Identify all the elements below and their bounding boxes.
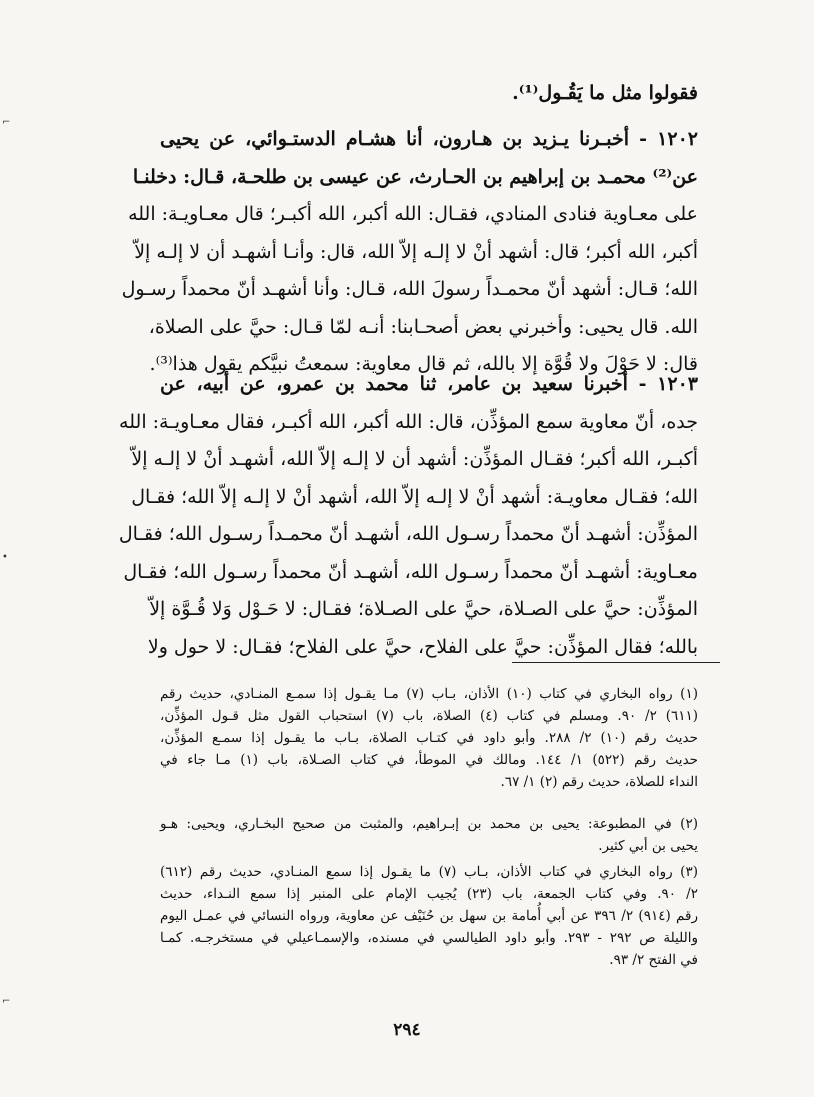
footnote-line: حديث رقم (٥٢٢) ١/ ١٤٤. ومالك في الموطأ، في كتاب الصـلاة، باب (١) مـا جاء في [160, 752, 698, 768]
hadith-1202-line: على معـاوية فنادى المنادي، فقـال: الله أكبر، الله أكبـر؛ قال معـاويـة: الله [128, 203, 698, 225]
hadith-1202-line: عن⁽²⁾ محمـد بن إبراهيم بن الحـارث، عن عيسى بن طلحـة، قـال: دخلنـا [132, 165, 698, 188]
footnote-2 [160, 813, 698, 857]
page-number: ٢٩٤ [393, 1020, 421, 1040]
margin-speck: • [2, 552, 8, 563]
footnote-line: يحيى بن أبي كثير. [598, 838, 698, 854]
hadith-1202-line: الله. قال يحيى: وأخبرني بعض أصحـابنا: أنـه لمّا قـال: حيَّ على الصلاة، [148, 315, 698, 338]
hadith-1202-line: ١٢٠٢ - أخبـرنا يـزيد بن هـارون، أنا هشـام الدستـوائي، عن يحيى [160, 128, 698, 150]
footnote-line: (٣) رواه البخاري في كتاب الأذان، بـاب (٧) ما يقـول إذا سمع المنـادي، حديث رقم (٦١٢) [160, 864, 698, 880]
hadith-1203-line: المؤذِّن: أشهـد أنّ محمداً رسـول الله، أشهـد أنّ محمـداً رسـول الله؛ فقـال [118, 523, 698, 545]
margin-speck: ⌐ [2, 117, 11, 128]
hadith-1202-line: الله؛ قـال: أشهد أنّ محمـداً رسولَ الله، قـال: وأنا أشهـد أنّ محمداً رسـول [121, 278, 698, 300]
margin-speck: ⌐ [2, 996, 11, 1007]
footnote-1 [160, 683, 698, 793]
footnote-line: والليلة ص ٢٩٢ - ٢٩٣. وأبو داود الطيالسي في مسنده، والإسمـاعيلي في مستخرجـه. كمـا [160, 930, 698, 946]
footnote-line: حديث رقم (١٠) ٢/ ٢٨٨. وأبو داود في كتـاب الصلاة، بـاب ما يقـول إذا سمـع المؤذِّن، [160, 730, 698, 746]
footnote-line: في الفتح ٢/ ٩٣. [609, 952, 698, 968]
hadith-1203-line: ١٢٠٣ - أخبرنا سعيد بن عامر، ثنا محمد بن عمرو، عن أبيه، عن [160, 373, 698, 395]
hadith-1203-line: جده، أنّ معاوية سمع المؤذِّن، قال: الله أكبر، الله أكبـر، فقال معـاويـة: الله [119, 410, 698, 433]
footnote-line: رقم (٩١٤) ٢/ ٣٩٦ عن أبي أُمامة بن سهل بن حُنَيْف عن معاوية، ورواه النسائي في عمـل اليوم [160, 908, 699, 924]
footnote-line: (٢) في المطبوعة: يحيى بن محمد بن إبـراهيم، والمثبت من صحيح البخـاري، ويحيى: هـو [160, 816, 698, 832]
footnote-3 [160, 861, 698, 971]
footnote-line: (٦١١) ٢/ ٩٠. ومسلم في كتاب (٤) الصلاة، باب (٧) استحباب القول مثل قـول المؤذِّن، [160, 708, 699, 724]
intro-paragraph [160, 75, 698, 113]
footnote-line: النداء للصلاة، حديث رقم (٢) ١/ ٦٧. [500, 774, 698, 790]
footnote-line: ٢/ ٩٠. وفي كتاب الجمعة، باب (٢٣) يُجيب الإمام على المنبر إذا سمع النـداء، حديث [160, 886, 698, 902]
hadith-1202-line: أكبر، الله أكبر؛ قال: أشهد أنْ لا إلـه إلاّ الله، قال: وأنـا أشهـد أن لا إلـه إلاّ [134, 240, 698, 263]
footnote-line: (١) رواه البخاري في كتاب (١٠) الأذان، بـاب (٧) مـا يقـول إذا سمـع المنـادي، حديث رقم [160, 686, 698, 702]
hadith-1203-line: معـاوية: أشهـد أنّ محمداً رسـول الله، أشهـد أنّ محمداً رسـول الله؛ فقـال [123, 560, 698, 583]
hadith-1202 [121, 121, 698, 384]
footnote-separator [512, 662, 720, 663]
hadith-1203 [118, 366, 698, 666]
hadith-1203-line: الله؛ فقـال معاويـة: أشهد أنْ لا إلـه إلاّ الله، أشهد أنْ لا إلـه إلاّ الله؛ فقـال [131, 485, 698, 508]
hadith-1203-line: المؤذِّن: حيَّ على الصـلاة، حيَّ على الصـلاة؛ فقـال: لا حَـوْل وَلا قُـوَّة إلاّ [149, 598, 698, 620]
hadith-1202-line: قال: لا حَوْلَ ولا قُوَّة إلا بالله، ثم قال معاوية: سمعتُ نبيَّكم يقول هذا⁽³⁾. [149, 353, 698, 375]
hadith-1203-line: بالله؛ فقال المؤذِّن: حيَّ على الفلاح، حيَّ على الفلاح؛ فقـال: لا حول ولا [147, 635, 698, 658]
hadith-1203-line: أكبـر، الله أكبر؛ فقـال المؤذِّن: أشهد أن لا إلـه إلاّ الله، أشهـد أنْ لا إلـه إلاّ [131, 448, 698, 470]
intro-line: فقولوا مثل ما يَقُـول⁽¹⁾. [512, 82, 698, 104]
